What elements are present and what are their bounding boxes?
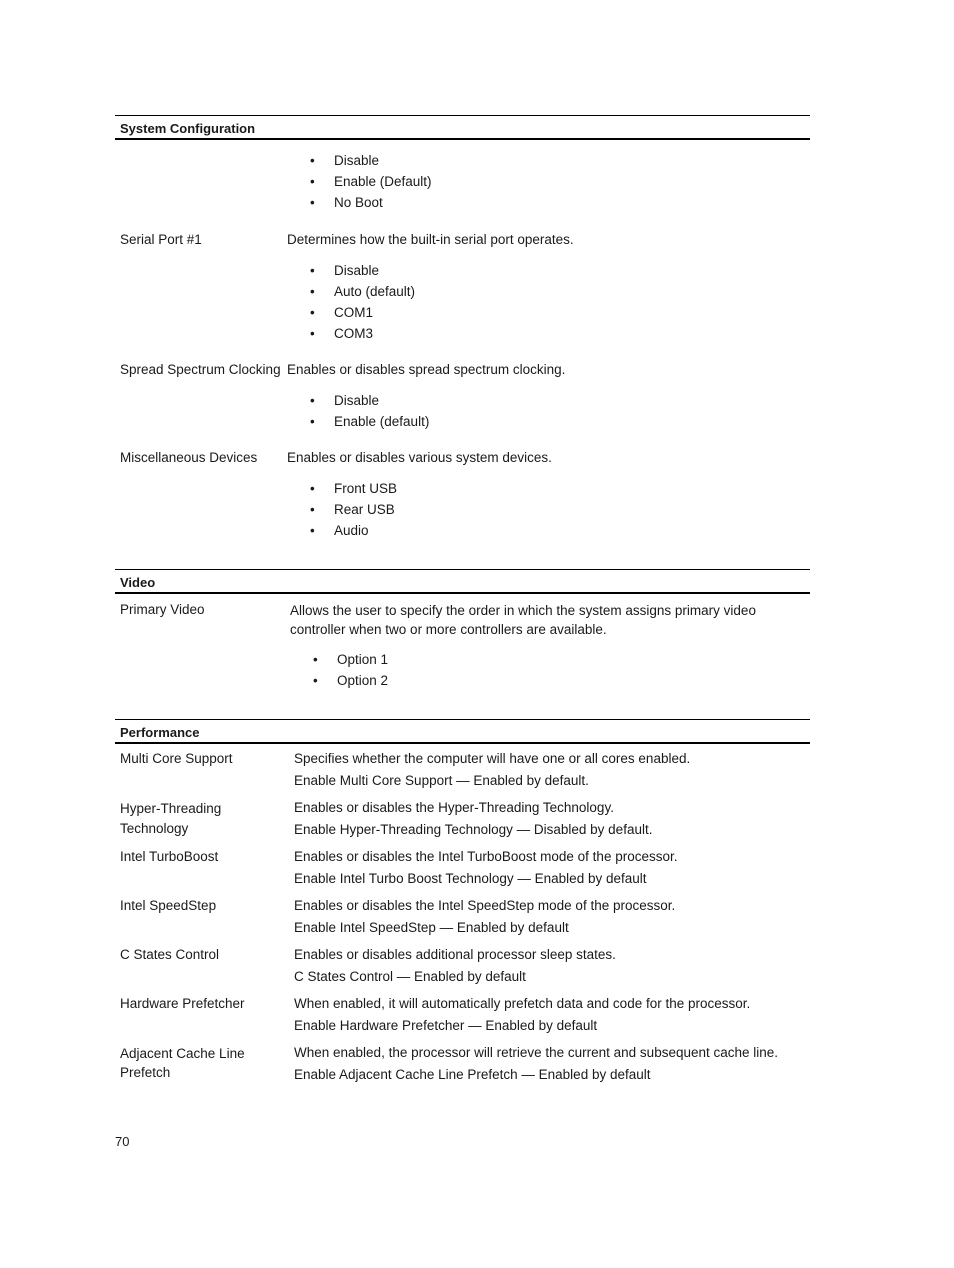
- row-description: Allows the user to specify the order in which the system assigns primary video controller when two or more controllers are available.: [290, 603, 756, 637]
- row-label: C States Control: [120, 947, 220, 962]
- page-number: 70: [115, 1134, 130, 1149]
- row-label: Miscellaneous Devices: [120, 450, 258, 465]
- row-description: [294, 848, 814, 892]
- description-line: Enables or disables the Intel TurboBoost mode of the processor.: [294, 849, 678, 864]
- description-line: Enables or disables the Intel SpeedStep mode of the processor.: [294, 898, 676, 913]
- list-item: • Option 1: [290, 651, 388, 672]
- list-item: • Front USB: [287, 480, 397, 501]
- description-line: When enabled, the processor will retrieve the current and subsequent cache line.: [294, 1045, 779, 1060]
- row-description: Enables or disables various system devices.: [287, 450, 552, 465]
- row-description: Enables or disables spread spectrum clocking.: [287, 362, 566, 377]
- row-label: Hardware Prefetcher: [120, 996, 245, 1011]
- section-heading: System Configuration: [115, 115, 810, 140]
- option-list: [290, 651, 388, 693]
- list-item: • Disable: [287, 152, 432, 173]
- row-label: Serial Port #1: [120, 232, 202, 247]
- row-description: [294, 897, 814, 941]
- row-label: Intel TurboBoost: [120, 849, 219, 864]
- default-setting-line: Enable Intel Turbo Boost Technology — Enabled by default: [294, 871, 647, 886]
- list-item: • No Boot: [287, 194, 432, 215]
- list-item: • Disable: [287, 262, 415, 283]
- system-configuration-section: [115, 115, 810, 555]
- option-list: [287, 152, 432, 215]
- list-item: • Disable: [287, 392, 429, 413]
- option-list: [287, 262, 415, 346]
- row-label: Intel SpeedStep: [120, 898, 217, 913]
- list-item: • Rear USB: [287, 501, 397, 522]
- row-label: Adjacent Cache Line Prefetch: [120, 1046, 245, 1080]
- row-description: [294, 995, 814, 1039]
- list-item: • Option 2: [290, 672, 388, 693]
- list-item: • Auto (default): [287, 283, 415, 304]
- default-setting-line: Enable Hyper-Threading Technology — Disabled by default.: [294, 822, 653, 837]
- row-description: Determines how the built-in serial port operates.: [287, 232, 574, 247]
- description-line: When enabled, it will automatically prefetch data and code for the processor.: [294, 996, 751, 1011]
- option-list: [287, 392, 429, 434]
- section-heading: Video: [115, 569, 810, 594]
- default-setting-line: Enable Hardware Prefetcher — Enabled by default: [294, 1018, 598, 1033]
- video-section: [115, 569, 810, 709]
- description-line: Enables or disables additional processor sleep states.: [294, 947, 616, 962]
- list-item: • Enable (Default): [287, 173, 432, 194]
- description-line: Enables or disables the Hyper-Threading Technology.: [294, 800, 614, 815]
- row-label: Hyper-Threading Technology: [120, 801, 222, 836]
- row-label: Spread Spectrum Clocking: [120, 362, 281, 377]
- list-item: • Audio: [287, 522, 397, 543]
- description-line: Specifies whether the computer will have one or all cores enabled.: [294, 751, 691, 766]
- default-setting-line: Enable Adjacent Cache Line Prefetch — Enabled by default: [294, 1067, 651, 1082]
- default-setting-line: Enable Intel SpeedStep — Enabled by default: [294, 920, 569, 935]
- row-description: [294, 1044, 814, 1088]
- option-list: [287, 480, 397, 543]
- default-setting-line: C States Control — Enabled by default: [294, 969, 526, 984]
- row-description: [294, 946, 814, 990]
- row-description: [294, 799, 814, 843]
- list-item: • COM1: [287, 304, 415, 325]
- list-item: • Enable (default): [287, 413, 429, 434]
- section-heading: Performance: [115, 719, 810, 744]
- row-label: Multi Core Support: [120, 751, 233, 766]
- performance-section: [115, 719, 810, 1099]
- list-item: • COM3: [287, 325, 415, 346]
- default-setting-line: Enable Multi Core Support — Enabled by default.: [294, 773, 589, 788]
- row-label: Primary Video: [120, 602, 205, 617]
- row-description: [294, 750, 814, 794]
